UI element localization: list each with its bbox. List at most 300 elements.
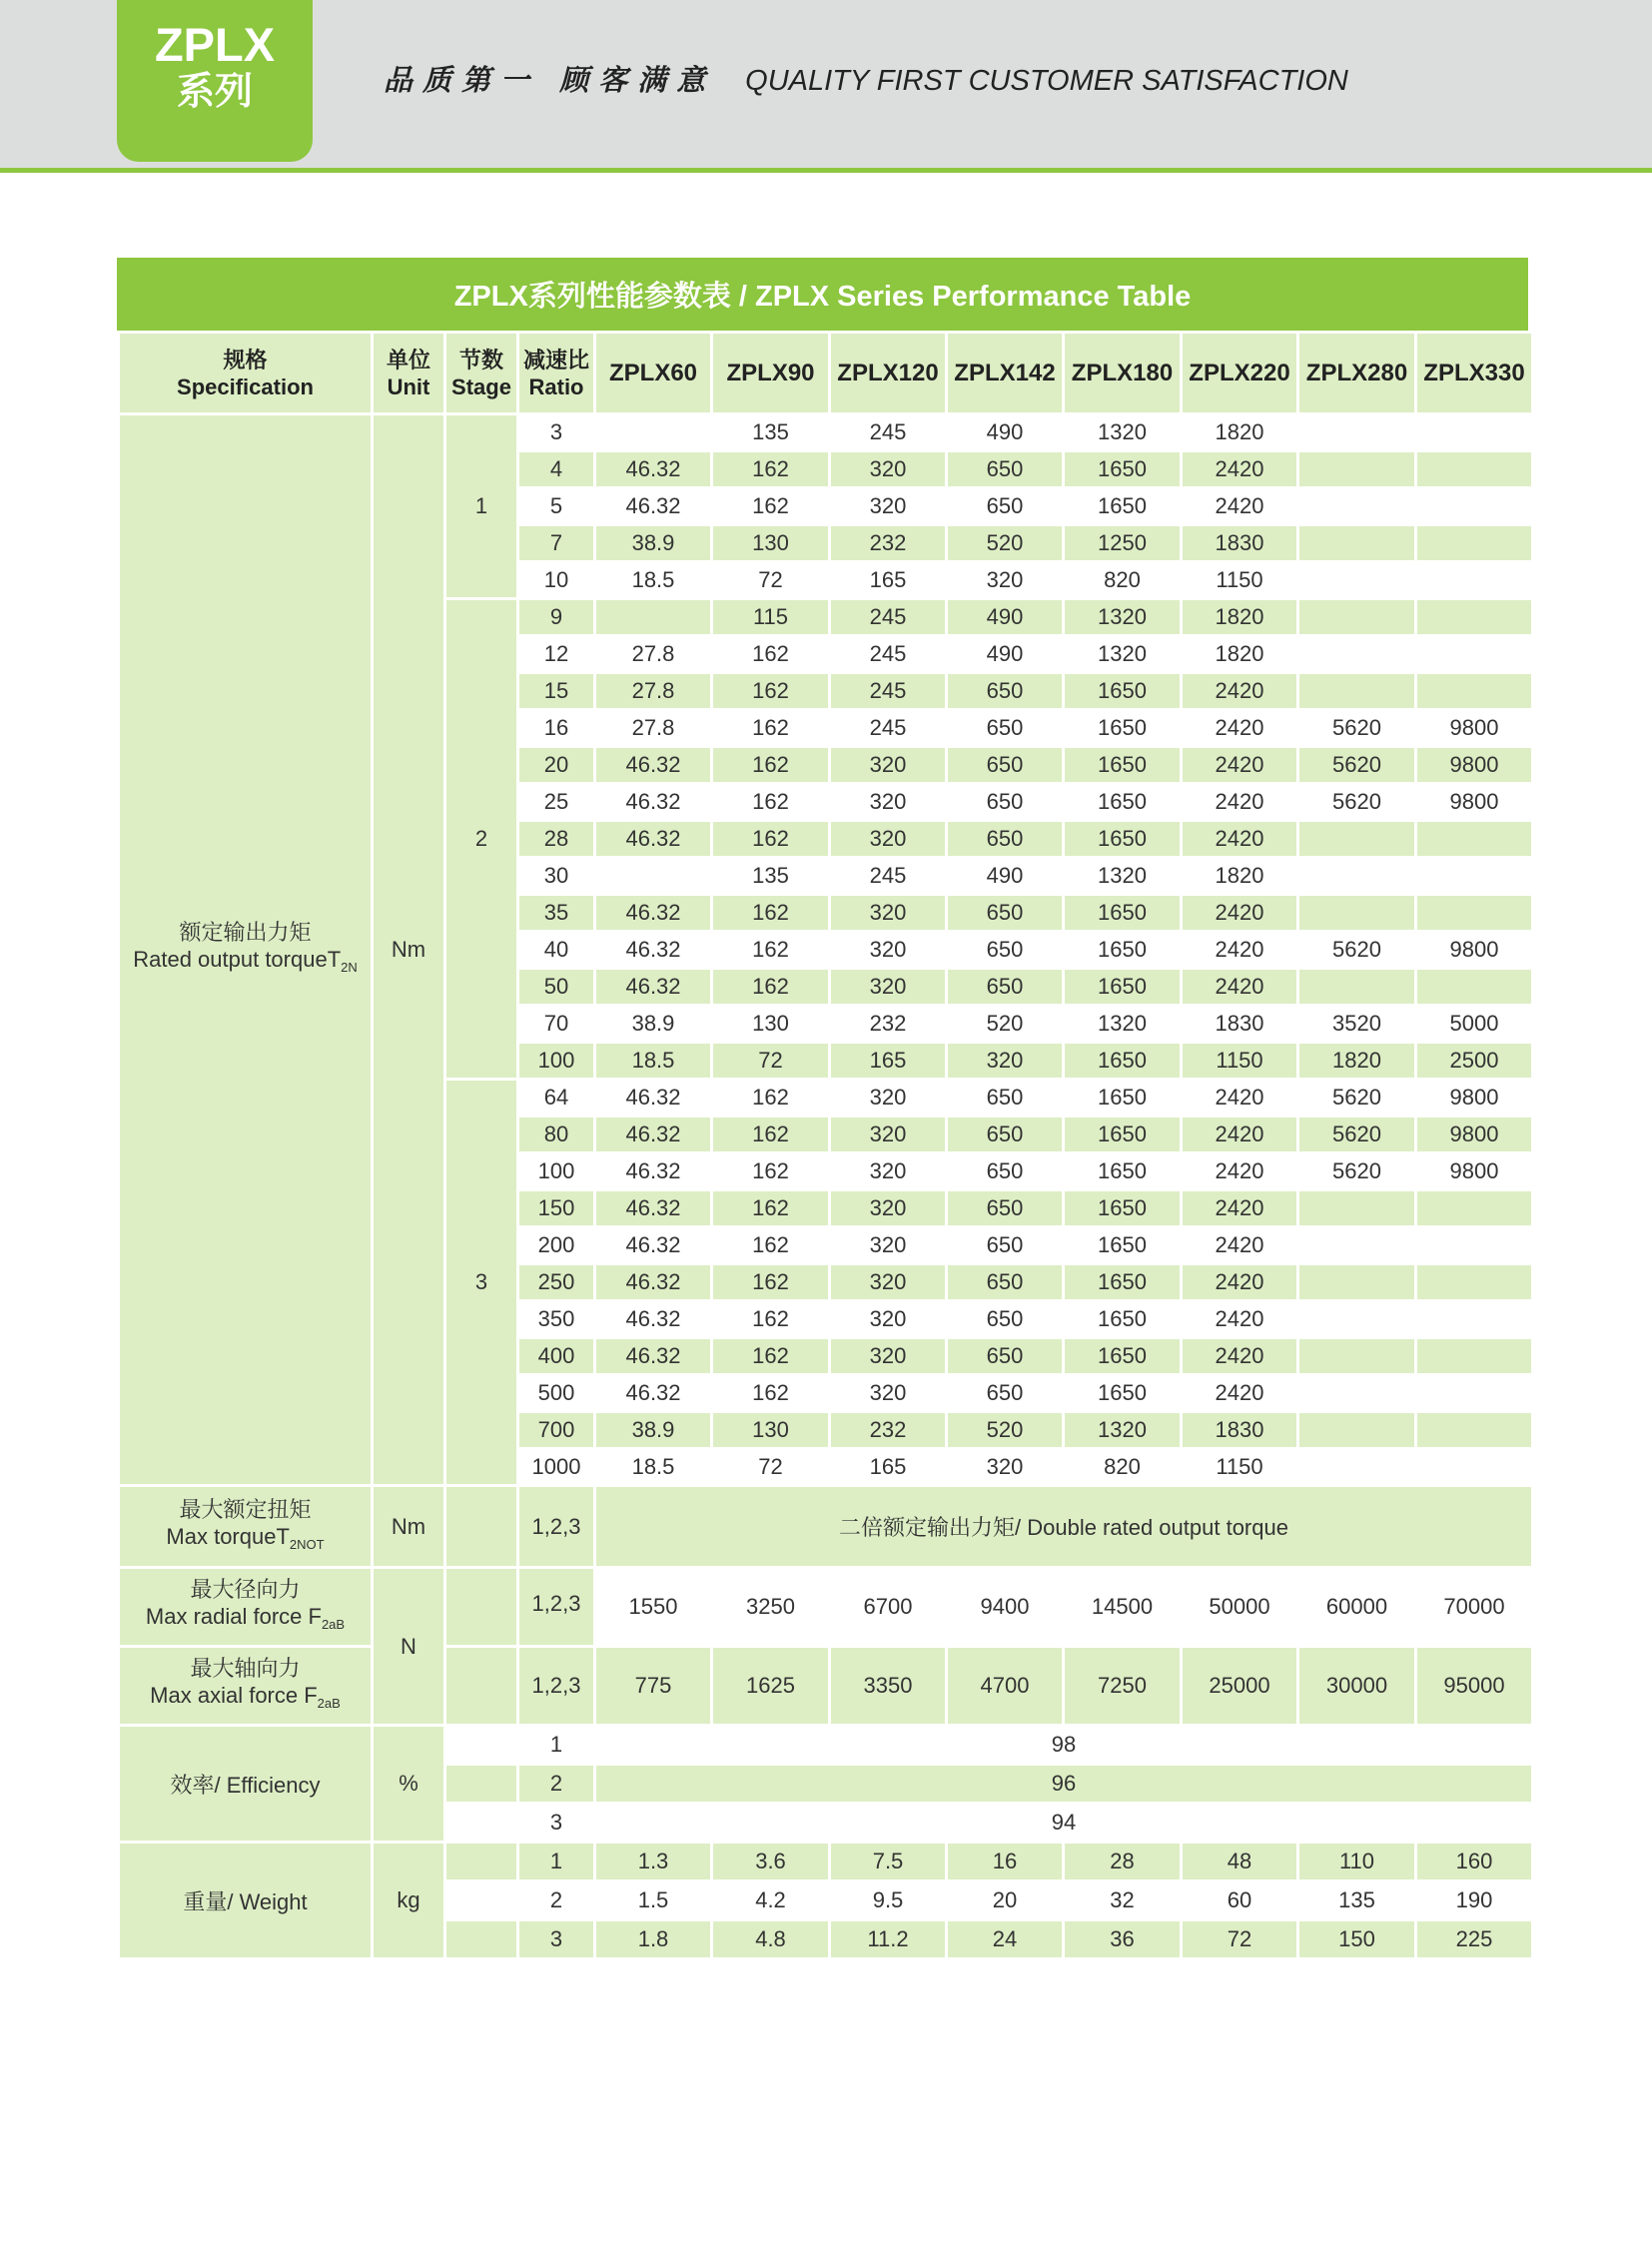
torque-value: 490 — [947, 599, 1064, 636]
label-subscript: 2NOT — [289, 1536, 325, 1552]
torque-value: 2420 — [1182, 1301, 1298, 1338]
radial-force-row — [119, 1568, 1533, 1647]
weight-value: 20 — [947, 1881, 1064, 1920]
torque-value: 1650 — [1064, 1227, 1182, 1264]
torque-value: 162 — [712, 1338, 830, 1375]
torque-value: 46.32 — [595, 1375, 712, 1412]
torque-value: 245 — [830, 636, 947, 673]
efficiency-ratio: 1 — [518, 1726, 595, 1765]
slogan-cn: 品质第一 顾客满意 — [384, 63, 716, 97]
torque-value — [1298, 636, 1416, 673]
torque-value — [1416, 1412, 1533, 1449]
torque-value: 5000 — [1416, 1006, 1533, 1043]
radial-force-ratio: 1,2,3 — [518, 1568, 595, 1647]
torque-value: 232 — [830, 1006, 947, 1043]
weight-value: 48 — [1182, 1843, 1298, 1881]
torque-value: 162 — [712, 932, 830, 969]
radial-force-value: 6700 — [830, 1568, 947, 1647]
torque-value: 320 — [830, 451, 947, 488]
weight-value: 60 — [1182, 1881, 1298, 1920]
torque-value: 1650 — [1064, 488, 1182, 525]
torque-value: 820 — [1064, 1449, 1182, 1486]
torque-value: 1650 — [1064, 784, 1182, 821]
torque-value: 2420 — [1182, 673, 1298, 710]
badge-line2: 系列 — [176, 71, 253, 113]
torque-value: 650 — [947, 1264, 1064, 1301]
torque-value: 165 — [830, 562, 947, 599]
torque-value: 5620 — [1298, 1153, 1416, 1190]
torque-value: 1650 — [1064, 673, 1182, 710]
torque-value — [1416, 1264, 1533, 1301]
label-cn: 最大轴向力 — [190, 1656, 301, 1681]
ratio-cell: 30 — [518, 858, 595, 895]
torque-value — [1298, 525, 1416, 562]
torque-value — [1298, 1301, 1416, 1338]
torque-value: 2420 — [1182, 1153, 1298, 1190]
torque-value: 2420 — [1182, 895, 1298, 932]
torque-value: 1650 — [1064, 1338, 1182, 1375]
ratio-cell: 12 — [518, 636, 595, 673]
stage-cell: 1 — [445, 414, 518, 599]
force-unit: N — [373, 1568, 445, 1726]
axial-force-value: 30000 — [1298, 1647, 1416, 1726]
torque-value: 2420 — [1182, 932, 1298, 969]
torque-value: 2420 — [1182, 1080, 1298, 1117]
torque-value: 1650 — [1064, 1080, 1182, 1117]
torque-value: 46.32 — [595, 895, 712, 932]
torque-value: 46.32 — [595, 784, 712, 821]
torque-value — [1298, 1338, 1416, 1375]
torque-value: 162 — [712, 1153, 830, 1190]
torque-value: 1830 — [1182, 1006, 1298, 1043]
torque-value: 650 — [947, 821, 1064, 858]
torque-value: 2420 — [1182, 784, 1298, 821]
ratio-cell: 4 — [518, 451, 595, 488]
radial-force-value: 1550 — [595, 1568, 712, 1647]
torque-value: 72 — [712, 1449, 830, 1486]
max-torque-row — [119, 1486, 1533, 1568]
weight-value: 4.2 — [712, 1881, 830, 1920]
weight-value: 1.3 — [595, 1843, 712, 1881]
torque-value: 2420 — [1182, 1338, 1298, 1375]
label-cn: 最大额定扭矩 — [179, 1496, 312, 1522]
label-en: Max torqueT — [166, 1523, 290, 1549]
torque-value: 130 — [712, 1006, 830, 1043]
torque-value — [595, 414, 712, 451]
label-subscript: 2aB — [317, 1696, 341, 1711]
torque-value — [1416, 969, 1533, 1006]
torque-value — [1298, 451, 1416, 488]
torque-value — [595, 858, 712, 895]
torque-value: 650 — [947, 1227, 1064, 1264]
torque-value: 18.5 — [595, 1449, 712, 1486]
performance-table — [117, 331, 1534, 1960]
torque-value: 46.32 — [595, 969, 712, 1006]
performance-table-container — [117, 258, 1528, 1960]
ratio-cell: 3 — [518, 414, 595, 451]
efficiency-stage — [445, 1726, 518, 1765]
torque-value: 2420 — [1182, 1227, 1298, 1264]
torque-value: 162 — [712, 747, 830, 784]
torque-value: 9800 — [1416, 1117, 1533, 1153]
torque-value: 9800 — [1416, 747, 1533, 784]
ratio-cell: 70 — [518, 1006, 595, 1043]
torque-value: 5620 — [1298, 784, 1416, 821]
torque-value: 162 — [712, 1301, 830, 1338]
torque-value: 130 — [712, 525, 830, 562]
torque-value: 1820 — [1182, 858, 1298, 895]
torque-value: 1320 — [1064, 1412, 1182, 1449]
torque-value: 320 — [947, 1449, 1064, 1486]
torque-value — [1416, 1449, 1533, 1486]
ratio-cell: 10 — [518, 562, 595, 599]
torque-value: 1650 — [1064, 747, 1182, 784]
torque-value: 320 — [830, 1338, 947, 1375]
torque-value: 2420 — [1182, 1264, 1298, 1301]
torque-value — [1416, 414, 1533, 451]
torque-value: 46.32 — [595, 488, 712, 525]
torque-value: 320 — [830, 895, 947, 932]
header-model: ZPLX90 — [712, 333, 830, 414]
weight-value: 1.5 — [595, 1881, 712, 1920]
axial-force-value: 95000 — [1416, 1647, 1533, 1726]
torque-value: 1150 — [1182, 562, 1298, 599]
torque-value — [1416, 1190, 1533, 1227]
torque-value — [1416, 451, 1533, 488]
torque-value: 162 — [712, 895, 830, 932]
axial-force-value: 25000 — [1182, 1647, 1298, 1726]
series-badge — [117, 0, 313, 162]
weight-value: 24 — [947, 1920, 1064, 1959]
max-torque-value: 二倍额定输出力矩/ Double rated output torque — [595, 1486, 1533, 1568]
torque-value: 320 — [947, 1043, 1064, 1080]
torque-value: 1650 — [1064, 1043, 1182, 1080]
torque-value: 320 — [830, 1117, 947, 1153]
torque-value: 2420 — [1182, 710, 1298, 747]
torque-value: 1830 — [1182, 1412, 1298, 1449]
efficiency-value: 94 — [595, 1804, 1533, 1843]
rated-torque-label — [119, 414, 373, 1486]
weight-value: 225 — [1416, 1920, 1533, 1959]
weight-value: 72 — [1182, 1920, 1298, 1959]
torque-value: 9800 — [1416, 1153, 1533, 1190]
torque-value: 2420 — [1182, 1117, 1298, 1153]
torque-value: 320 — [830, 821, 947, 858]
torque-value: 5620 — [1298, 710, 1416, 747]
torque-value: 1650 — [1064, 932, 1182, 969]
torque-value: 320 — [830, 1301, 947, 1338]
label-cn: 额定输出力矩 — [179, 920, 312, 945]
efficiency-stage — [445, 1765, 518, 1804]
ratio-cell: 100 — [518, 1153, 595, 1190]
torque-value: 1150 — [1182, 1043, 1298, 1080]
weight-value: 28 — [1064, 1843, 1182, 1881]
header-row — [119, 333, 1533, 414]
max-torque-ratio: 1,2,3 — [518, 1486, 595, 1568]
torque-value — [1416, 488, 1533, 525]
axial-force-stage — [445, 1647, 518, 1726]
slogan — [384, 58, 1348, 99]
header-model: ZPLX142 — [947, 333, 1064, 414]
torque-value — [1298, 1375, 1416, 1412]
torque-value: 650 — [947, 784, 1064, 821]
torque-value: 245 — [830, 858, 947, 895]
torque-value: 2420 — [1182, 1375, 1298, 1412]
torque-value: 650 — [947, 1375, 1064, 1412]
axial-force-value: 775 — [595, 1647, 712, 1726]
torque-value: 130 — [712, 1412, 830, 1449]
torque-value: 650 — [947, 1301, 1064, 1338]
efficiency-label: 效率/ Efficiency — [119, 1726, 373, 1843]
radial-force-stage — [445, 1568, 518, 1647]
torque-value: 320 — [830, 784, 947, 821]
torque-value: 650 — [947, 747, 1064, 784]
stage-cell: 3 — [445, 1080, 518, 1486]
header-ratio: 减速比 Ratio — [518, 333, 595, 414]
torque-value — [1298, 1412, 1416, 1449]
weight-ratio: 3 — [518, 1920, 595, 1959]
torque-value: 520 — [947, 1006, 1064, 1043]
torque-value: 46.32 — [595, 1190, 712, 1227]
torque-value: 162 — [712, 1264, 830, 1301]
torque-value: 3520 — [1298, 1006, 1416, 1043]
torque-value: 38.9 — [595, 525, 712, 562]
weight-value: 32 — [1064, 1881, 1182, 1920]
weight-value: 9.5 — [830, 1881, 947, 1920]
radial-force-value: 9400 — [947, 1568, 1064, 1647]
torque-value: 38.9 — [595, 1412, 712, 1449]
torque-value: 9800 — [1416, 710, 1533, 747]
torque-value: 1820 — [1182, 599, 1298, 636]
slogan-en: QUALITY FIRST CUSTOMER SATISFACTION — [745, 65, 1348, 97]
torque-value: 320 — [830, 747, 947, 784]
torque-value — [1298, 821, 1416, 858]
header-unit: 单位 Unit — [373, 333, 445, 414]
torque-value: 162 — [712, 488, 830, 525]
torque-value — [1298, 1227, 1416, 1264]
torque-value: 1820 — [1182, 414, 1298, 451]
torque-value: 18.5 — [595, 1043, 712, 1080]
weight-value: 16 — [947, 1843, 1064, 1881]
header-model: ZPLX220 — [1182, 333, 1298, 414]
torque-value: 320 — [947, 562, 1064, 599]
torque-value: 2420 — [1182, 488, 1298, 525]
torque-value: 165 — [830, 1043, 947, 1080]
ratio-cell: 64 — [518, 1080, 595, 1117]
efficiency-ratio: 3 — [518, 1804, 595, 1843]
torque-value: 245 — [830, 414, 947, 451]
torque-value: 46.32 — [595, 747, 712, 784]
header-model: ZPLX120 — [830, 333, 947, 414]
weight-label: 重量/ Weight — [119, 1843, 373, 1959]
ratio-cell: 200 — [518, 1227, 595, 1264]
radial-force-value: 14500 — [1064, 1568, 1182, 1647]
torque-value — [1298, 969, 1416, 1006]
torque-value: 1650 — [1064, 451, 1182, 488]
table-body — [119, 414, 1533, 1959]
torque-value: 490 — [947, 414, 1064, 451]
torque-value: 245 — [830, 673, 947, 710]
torque-value: 162 — [712, 636, 830, 673]
header-model: ZPLX60 — [595, 333, 712, 414]
torque-value — [1416, 525, 1533, 562]
torque-value: 46.32 — [595, 1080, 712, 1117]
torque-value: 162 — [712, 451, 830, 488]
axial-force-value: 7250 — [1064, 1647, 1182, 1726]
header-model: ZPLX180 — [1064, 333, 1182, 414]
torque-value: 650 — [947, 1117, 1064, 1153]
torque-value: 135 — [712, 858, 830, 895]
header-spec: 规格 Specification — [119, 333, 373, 414]
torque-value: 1650 — [1064, 821, 1182, 858]
weight-value: 190 — [1416, 1881, 1533, 1920]
ratio-cell: 7 — [518, 525, 595, 562]
torque-value: 38.9 — [595, 1006, 712, 1043]
torque-value: 245 — [830, 599, 947, 636]
torque-value: 2500 — [1416, 1043, 1533, 1080]
torque-value: 1650 — [1064, 1117, 1182, 1153]
torque-value: 162 — [712, 673, 830, 710]
label-cn: 最大径向力 — [190, 1577, 301, 1602]
label-en: Max radial force F — [145, 1604, 322, 1629]
weight-value: 7.5 — [830, 1843, 947, 1881]
torque-value: 162 — [712, 821, 830, 858]
weight-stage — [445, 1843, 518, 1881]
efficiency-stage — [445, 1804, 518, 1843]
torque-value: 162 — [712, 1227, 830, 1264]
torque-value — [1298, 1449, 1416, 1486]
torque-value: 5620 — [1298, 747, 1416, 784]
torque-value: 1320 — [1064, 414, 1182, 451]
torque-value: 46.32 — [595, 451, 712, 488]
torque-value: 650 — [947, 673, 1064, 710]
header-model: ZPLX330 — [1416, 333, 1533, 414]
torque-value — [1298, 488, 1416, 525]
rated-torque-unit: Nm — [373, 414, 445, 1486]
header-stage: 节数 Stage — [445, 333, 518, 414]
torque-value: 520 — [947, 1412, 1064, 1449]
torque-value — [1298, 562, 1416, 599]
torque-value: 27.8 — [595, 710, 712, 747]
torque-value: 1650 — [1064, 1153, 1182, 1190]
torque-value: 320 — [830, 1080, 947, 1117]
torque-value: 650 — [947, 710, 1064, 747]
torque-value: 1650 — [1064, 1375, 1182, 1412]
torque-value: 72 — [712, 562, 830, 599]
ratio-cell: 500 — [518, 1375, 595, 1412]
label-subscript: 2N — [341, 960, 358, 975]
header-divider — [0, 168, 1652, 173]
torque-value: 650 — [947, 895, 1064, 932]
torque-value — [595, 599, 712, 636]
efficiency-ratio: 2 — [518, 1765, 595, 1804]
torque-value: 46.32 — [595, 821, 712, 858]
torque-value: 490 — [947, 858, 1064, 895]
ratio-cell: 50 — [518, 969, 595, 1006]
efficiency-value: 98 — [595, 1726, 1533, 1765]
weight-value: 3.6 — [712, 1843, 830, 1881]
torque-value: 2420 — [1182, 821, 1298, 858]
ratio-cell: 5 — [518, 488, 595, 525]
torque-value: 162 — [712, 1190, 830, 1227]
weight-stage — [445, 1920, 518, 1959]
torque-value: 320 — [830, 932, 947, 969]
table-row — [119, 414, 1533, 451]
torque-value: 165 — [830, 1449, 947, 1486]
efficiency-row — [119, 1726, 1533, 1765]
torque-value: 650 — [947, 1338, 1064, 1375]
torque-value — [1416, 858, 1533, 895]
ratio-cell: 35 — [518, 895, 595, 932]
torque-value: 320 — [830, 1375, 947, 1412]
torque-value — [1416, 673, 1533, 710]
torque-value: 650 — [947, 451, 1064, 488]
torque-value: 1250 — [1064, 525, 1182, 562]
weight-value: 11.2 — [830, 1920, 947, 1959]
weight-value: 150 — [1298, 1920, 1416, 1959]
ratio-cell: 100 — [518, 1043, 595, 1080]
torque-value: 1650 — [1064, 969, 1182, 1006]
torque-value: 320 — [830, 488, 947, 525]
label-subscript: 2aB — [321, 1617, 346, 1632]
weight-stage — [445, 1881, 518, 1920]
torque-value — [1298, 1264, 1416, 1301]
torque-value: 650 — [947, 1190, 1064, 1227]
axial-force-value: 3350 — [830, 1647, 947, 1726]
torque-value: 5620 — [1298, 1080, 1416, 1117]
torque-value: 1320 — [1064, 1006, 1182, 1043]
torque-value: 1320 — [1064, 636, 1182, 673]
torque-value: 1650 — [1064, 895, 1182, 932]
torque-value: 27.8 — [595, 673, 712, 710]
torque-value: 46.32 — [595, 1153, 712, 1190]
torque-value: 1830 — [1182, 525, 1298, 562]
axial-force-value: 1625 — [712, 1647, 830, 1726]
torque-value — [1416, 1301, 1533, 1338]
torque-value: 1650 — [1064, 1190, 1182, 1227]
weight-value: 110 — [1298, 1843, 1416, 1881]
torque-value: 46.32 — [595, 1338, 712, 1375]
torque-value: 2420 — [1182, 1190, 1298, 1227]
weight-value: 4.8 — [712, 1920, 830, 1959]
torque-value: 490 — [947, 636, 1064, 673]
torque-value: 46.32 — [595, 932, 712, 969]
torque-value: 320 — [830, 969, 947, 1006]
torque-value: 162 — [712, 710, 830, 747]
torque-value: 1150 — [1182, 1449, 1298, 1486]
torque-value: 1820 — [1298, 1043, 1416, 1080]
max-torque-label — [119, 1486, 373, 1568]
ratio-cell: 15 — [518, 673, 595, 710]
efficiency-value: 96 — [595, 1765, 1533, 1804]
weight-value: 160 — [1416, 1843, 1533, 1881]
torque-value — [1416, 1375, 1533, 1412]
torque-value: 650 — [947, 488, 1064, 525]
torque-value: 1320 — [1064, 858, 1182, 895]
torque-value: 245 — [830, 710, 947, 747]
radial-force-value: 3250 — [712, 1568, 830, 1647]
ratio-cell: 350 — [518, 1301, 595, 1338]
radial-force-label — [119, 1568, 373, 1647]
torque-value: 115 — [712, 599, 830, 636]
radial-force-value: 70000 — [1416, 1568, 1533, 1647]
torque-value: 9800 — [1416, 1080, 1533, 1117]
ratio-cell: 250 — [518, 1264, 595, 1301]
axial-force-label — [119, 1647, 373, 1726]
torque-value — [1416, 821, 1533, 858]
torque-value: 2420 — [1182, 747, 1298, 784]
torque-value: 520 — [947, 525, 1064, 562]
